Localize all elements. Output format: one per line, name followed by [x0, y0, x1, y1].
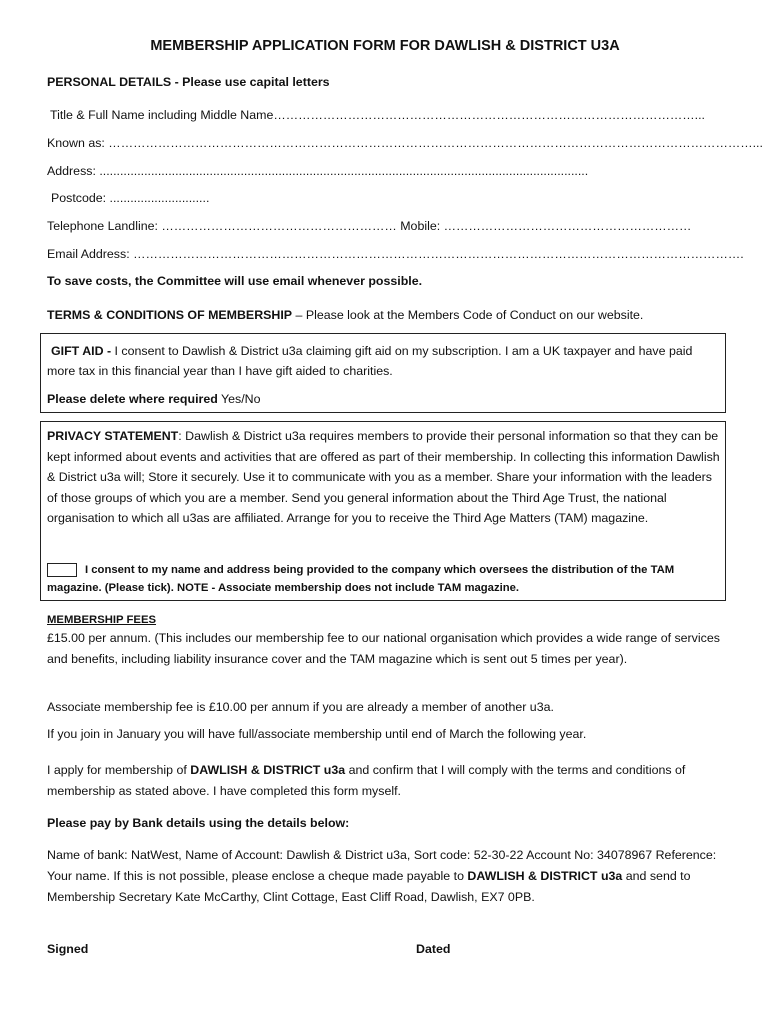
- bank-details: [47, 845, 727, 908]
- known-as-field[interactable]: Known as: …………………………………………………………………………………………………………………………………………...: [47, 136, 763, 150]
- membership-fees-heading: MEMBERSHIP FEES: [47, 614, 157, 626]
- payee-name: DAWLISH & DISTRICT u3a: [467, 869, 623, 883]
- email-note: To save costs, the Committee will use email whenever possible.: [47, 274, 423, 288]
- tam-consent-text: I consent to my name and address being provided to the company which oversees the distribution of the TAM magazine. (Please tick). NOTE - Associate membership does not include TAM magazine.: [47, 564, 675, 594]
- signed-label[interactable]: Signed: [47, 942, 89, 956]
- gift-aid-text: [47, 341, 723, 381]
- postcode-field[interactable]: Postcode: .............................: [51, 191, 210, 205]
- telephone-field[interactable]: Telephone Landline: ………………………………………………… Mobile: ……………………………………………………: [47, 219, 692, 233]
- personal-details-heading: PERSONAL DETAILS - Please use capital letters: [47, 75, 330, 89]
- dated-label[interactable]: Dated: [416, 942, 451, 956]
- fee-paragraph: £15.00 per annum. (This includes our membership fee to our national organisation which provides a wide range of services and benefits, including liability insurance cover and the TAM magazine which is sent out 5 times per year).: [47, 631, 720, 666]
- email-field[interactable]: Email Address: ………………………………………………………………………………………………………………………………….: [47, 247, 744, 261]
- apply-statement: [47, 760, 727, 802]
- apply-u3a-name: DAWLISH & DISTRICT u3a: [190, 763, 346, 777]
- yes-no-option[interactable]: Yes/No: [217, 392, 261, 406]
- tam-consent-checkbox[interactable]: [47, 563, 77, 577]
- payment-heading: Please pay by Bank details using the details below:: [47, 816, 350, 830]
- privacy-text: [47, 426, 723, 529]
- delete-label: Please delete where required: [47, 392, 218, 406]
- privacy-body: : Dawlish & District u3a requires members to provide their personal information so that they can be kept informed about events and activities that are offered as part of their membership. In collecting this information Dawlish & District u3a will; Store it securely. Use it to communicate with you as a member. Share your information with the leaders of those groups of which you are a member. Send you general information about the Third Age Trust, the national organisation to which all u3as are affiliated. Arrange for you to receive the Third Age Matters (TAM) magazine.: [47, 429, 720, 526]
- terms-label: TERMS & CONDITIONS OF MEMBERSHIP: [47, 308, 293, 322]
- apply-text-1: I apply for membership of: [47, 763, 191, 777]
- full-name-field[interactable]: Title & Full Name including Middle Name…………………………………………………………………………………………...: [50, 108, 705, 122]
- terms-text: – Please look at the Members Code of Conduct on our website.: [292, 308, 644, 322]
- form-title: MEMBERSHIP APPLICATION FORM FOR DAWLISH & DISTRICT U3A: [150, 38, 620, 54]
- privacy-label: PRIVACY STATEMENT: [47, 429, 179, 443]
- address-field[interactable]: Address: ..............................................................................................................................................: [47, 164, 589, 178]
- tam-consent: [47, 561, 723, 597]
- terms-line: [47, 306, 643, 324]
- apply-text-2: and confirm that I will comply with the terms and conditions of membership as stated above. I have completed this form myself.: [47, 763, 686, 798]
- gift-aid-delete-line: [47, 390, 261, 408]
- associate-fee-text: Associate membership fee is £10.00 per annum if you are already a member of another u3a.: [47, 700, 554, 714]
- bank-text-2: and send to Membership Secretary Kate McCarthy, Clint Cottage, East Cliff Road, Dawlish, EX7 0PB.: [47, 869, 691, 904]
- january-join-text: If you join in January you will have full/associate membership until end of March the following year.: [47, 727, 587, 741]
- gift-aid-label: GIFT AID -: [51, 344, 112, 358]
- gift-aid-body: I consent to Dawlish & District u3a claiming gift aid on my subscription. I am a UK taxpayer and have paid more tax in this financial year than I have gift aided to charities.: [47, 344, 693, 378]
- bank-text-1: Name of bank: NatWest, Name of Account: Dawlish & District u3a, Sort code: 52-30-22 Account No: 34078967 Reference: Your name. If this is not possible, please enclose a cheque made payable to: [47, 848, 717, 883]
